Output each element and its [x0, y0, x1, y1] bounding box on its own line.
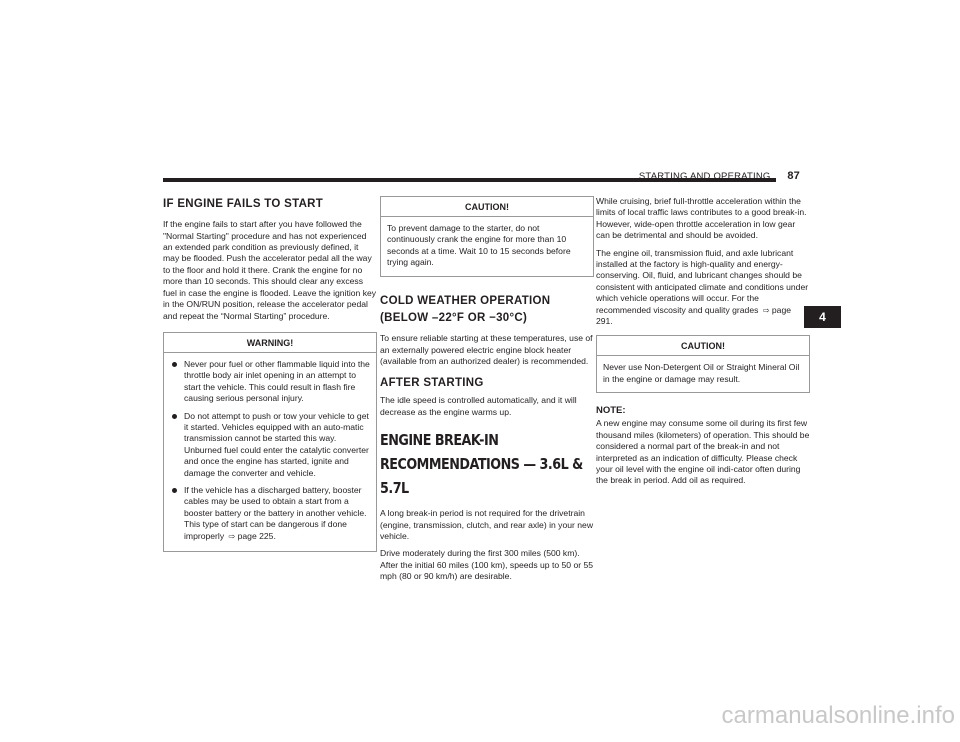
section-title: STARTING AND OPERATING [638, 171, 771, 182]
caution-text: To prevent damage to the starter, do not continuously crank the engine for more than 10 seconds at a time. Wait 10 to 15 seconds before trying again. [387, 223, 571, 268]
paragraph-cold-weather: To ensure reliable starting at these temperatures, use of an externally powered electric engine block heater (available from an authorized dealer) is recommended. [380, 333, 593, 366]
paragraph-break-in-2: Drive moderately during the first 300 miles (500 km). After the initial 60 miles (100 km), speeds up to 50 or 55 mph (80 or 90 km/h) are desirable. [380, 548, 594, 582]
paragraph-break-in-1: A long break-in period is not required for the drivetrain (engine, transmission, clutch, and rear axle) in your new vehicle. [380, 508, 594, 541]
caution-text: Never use Non-Detergent Oil or Straight Mineral Oil in the engine or damage may result. [603, 362, 800, 384]
paragraph-after-starting: The idle speed is controlled automatically, and it will decrease as the engine warms up. [380, 395, 577, 417]
watermark: carmanualsonline.info [721, 702, 955, 729]
chapter-tab: 4 [804, 306, 841, 328]
bullet-icon [172, 362, 177, 367]
page-number: 87 [787, 170, 800, 182]
column-2 [380, 196, 594, 589]
warning-title: WARNING! [164, 333, 376, 353]
list-item: Never pour fuel or other flammable liquid into the throttle body air inlet opening in an attempt to start the vehicle. This could result in flash fire causing serious personal injury. [170, 359, 370, 405]
column-1 [163, 196, 377, 564]
warning-box [163, 332, 377, 552]
list-item: Do not attempt to push or tow your vehicle to get it started. Vehicles equipped with an auto-matic transmission cannot be started this way. Unburned fuel could enter the catalytic converter and once the engine has started, ignite and damage the converter and vehicle. [170, 411, 370, 479]
warning-list [170, 359, 370, 542]
page-ref-arrow-icon: ⇨ [228, 531, 236, 541]
caution-box-oil [596, 335, 810, 393]
bullet-icon [172, 414, 177, 419]
paragraph-engine-fails: If the engine fails to start after you have followed the "Normal Starting" procedure and has not experienced an extended park condition as previously defined, it may be flooded. Push the accelerator pedal all the way to the floor and hold it there. Crank the engine for no more than 10 seconds. This should clear any excess fuel in case the engine is flooded. Leave the ignition key in the ON/RUN position, release the accelerator pedal and repeat the “Normal Starting” procedure. [163, 219, 377, 321]
paragraph-oil: The engine oil, transmission fluid, and axle lubricant installed at the factory is high-quality and energy-conserving. Oil, fluid, and lubricant changes should be consistent with anticipated climate and conditions under which vehicle operations will occur. For the recommended viscosity and quality grades ⇨ page 291. [596, 247, 809, 327]
bullet-icon [172, 488, 177, 493]
heading-engine-fails: IF ENGINE FAILS TO START [163, 198, 324, 210]
column-3 [596, 196, 810, 493]
heading-break-in: ENGINE BREAK-IN RECOMMENDATIONS — 3.6L & 5.7L [380, 431, 583, 498]
paragraph-cruising: While cruising, brief full-throttle acceleration within the limits of local traffic laws contributes to a good break-in. However, wide-open throttle acceleration in low gear can be detrimental and should be avoided. [596, 196, 807, 241]
caution-title: CAUTION! [597, 336, 809, 356]
caution-box-starter [380, 196, 594, 277]
page-ref-link[interactable]: page 225. [237, 530, 276, 541]
caution-title: CAUTION! [381, 197, 593, 217]
heading-after-starting: AFTER STARTING [380, 377, 484, 390]
note-text: A new engine may consume some oil during its first few thousand miles (kilometers) of operation. This should be considered a normal part of the break-in and not interpreted as an indication of difficulty. Please check your oil level with the engine oil indi-cator often during the break in period. Add oil as required. [596, 418, 810, 486]
list-item: If the vehicle has a discharged battery, booster cables may be used to obtain a start from a booster battery or the battery in another vehicle. This type of start can be dangerous if done improperly ⇨ page 225. [170, 485, 370, 542]
heading-cold-weather: COLD WEATHER OPERATION (BELOW –22°F OR −30°C) [380, 294, 551, 324]
page-ref-arrow-icon: ⇨ [762, 305, 770, 315]
page-ref-link[interactable]: page 291. [596, 304, 792, 327]
note-label: NOTE: [596, 405, 626, 417]
running-header [620, 170, 800, 186]
